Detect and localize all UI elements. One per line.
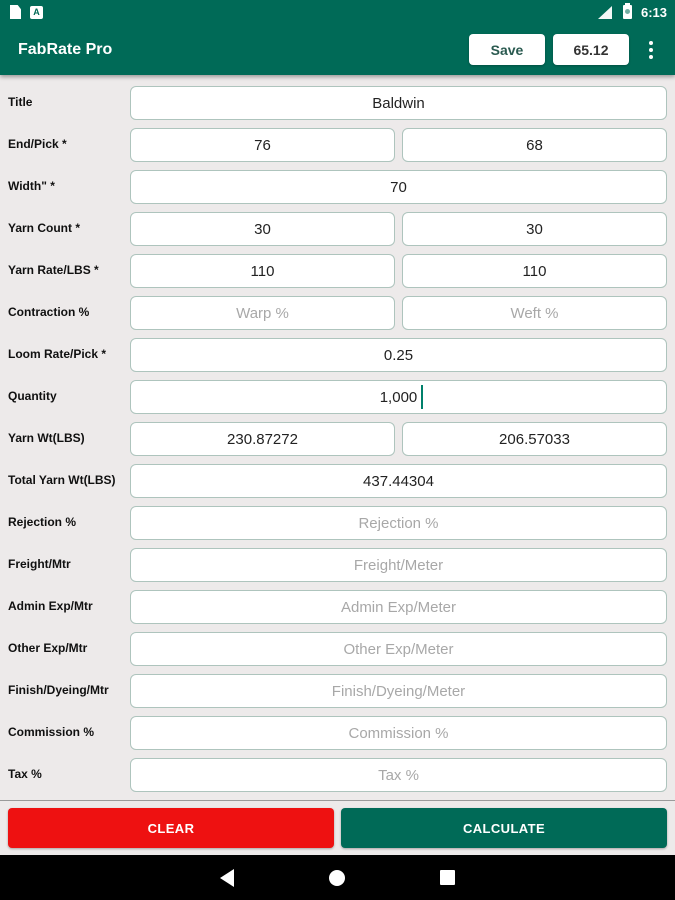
end-pick-label: End/Pick *: [8, 137, 67, 152]
battery-icon: [623, 5, 632, 19]
picks-input[interactable]: [402, 128, 667, 162]
form-row-finish-dyeing: [8, 674, 667, 708]
other-exp-input[interactable]: [130, 632, 667, 666]
commission-input[interactable]: [130, 716, 667, 750]
form-row-yarn-rate: [8, 254, 667, 288]
yarn-count-label: Yarn Count *: [8, 221, 81, 236]
status-bar: [0, 0, 675, 24]
form-row-width: [8, 170, 667, 204]
yarn-count-warp-input[interactable]: [130, 212, 395, 246]
form-row-freight: [8, 548, 667, 582]
back-icon[interactable]: [220, 869, 234, 887]
android-nav-bar: [0, 855, 675, 900]
home-icon[interactable]: [329, 870, 345, 886]
commission-label: Commission %: [8, 725, 95, 740]
form-row-yarn-wt: [8, 422, 667, 456]
quantity-label: Quantity: [8, 389, 57, 404]
rejection-label: Rejection %: [8, 515, 77, 530]
form-row-admin-exp: [8, 590, 667, 624]
yarn-wt-warp-input[interactable]: [130, 422, 395, 456]
yarn-rate-label: Yarn Rate/LBS *: [8, 263, 99, 278]
contraction-warp-input[interactable]: [130, 296, 395, 330]
yarn-count-weft-input[interactable]: [402, 212, 667, 246]
form-row-title: [8, 86, 667, 120]
app-notification-icon: A: [30, 6, 43, 19]
other-exp-label: Other Exp/Mtr: [8, 641, 88, 656]
tax-input[interactable]: [130, 758, 667, 792]
form-row-end-pick: [8, 128, 667, 162]
document-notification-icon: [10, 5, 21, 19]
app-bar: [0, 24, 675, 75]
form-row-yarn-count: [8, 212, 667, 246]
admin-exp-input[interactable]: [130, 590, 667, 624]
title-input[interactable]: [130, 86, 667, 120]
form-row-tax: [8, 758, 667, 792]
contraction-weft-input[interactable]: [402, 296, 667, 330]
finish-dyeing-label: Finish/Dyeing/Mtr: [8, 683, 109, 698]
calculate-button[interactable]: CALCULATE: [341, 808, 667, 848]
ends-input[interactable]: [130, 128, 395, 162]
rejection-input[interactable]: [130, 506, 667, 540]
admin-exp-label: Admin Exp/Mtr: [8, 599, 93, 614]
width-input[interactable]: [130, 170, 667, 204]
action-button-bar: [0, 800, 675, 855]
tax-label: Tax %: [8, 767, 42, 782]
loom-rate-input[interactable]: [130, 338, 667, 372]
yarn-rate-weft-input[interactable]: [402, 254, 667, 288]
freight-label: Freight/Mtr: [8, 557, 71, 572]
signal-icon: [598, 6, 612, 19]
finish-dyeing-input[interactable]: [130, 674, 667, 708]
fabric-rate-form: [0, 75, 675, 792]
rate-result-chip[interactable]: 65.12: [553, 34, 629, 65]
form-row-loom-rate: [8, 338, 667, 372]
recents-icon[interactable]: [440, 870, 455, 885]
form-row-rejection: [8, 506, 667, 540]
overflow-menu-icon[interactable]: [639, 34, 663, 65]
title-label: Title: [8, 95, 33, 110]
contraction-label: Contraction %: [8, 305, 90, 320]
app-header: [0, 0, 675, 75]
yarn-rate-warp-input[interactable]: [130, 254, 395, 288]
form-row-quantity: [8, 380, 667, 414]
form-row-contraction: [8, 296, 667, 330]
form-row-commission: [8, 716, 667, 750]
yarn-wt-label: Yarn Wt(LBS): [8, 431, 85, 446]
quantity-input[interactable]: [130, 380, 667, 414]
total-yarn-wt-input[interactable]: [130, 464, 667, 498]
form-row-total-yarn-wt: [8, 464, 667, 498]
app-title: FabRate Pro: [18, 40, 113, 58]
width-label: Width" *: [8, 179, 55, 194]
status-time: 6:13: [640, 4, 667, 20]
yarn-wt-weft-input[interactable]: [402, 422, 667, 456]
freight-input[interactable]: [130, 548, 667, 582]
save-button[interactable]: Save: [469, 34, 545, 65]
loom-rate-label: Loom Rate/Pick *: [8, 347, 107, 362]
total-yarn-wt-label: Total Yarn Wt(LBS): [8, 473, 116, 488]
clear-button[interactable]: CLEAR: [8, 808, 334, 848]
form-row-other-exp: [8, 632, 667, 666]
